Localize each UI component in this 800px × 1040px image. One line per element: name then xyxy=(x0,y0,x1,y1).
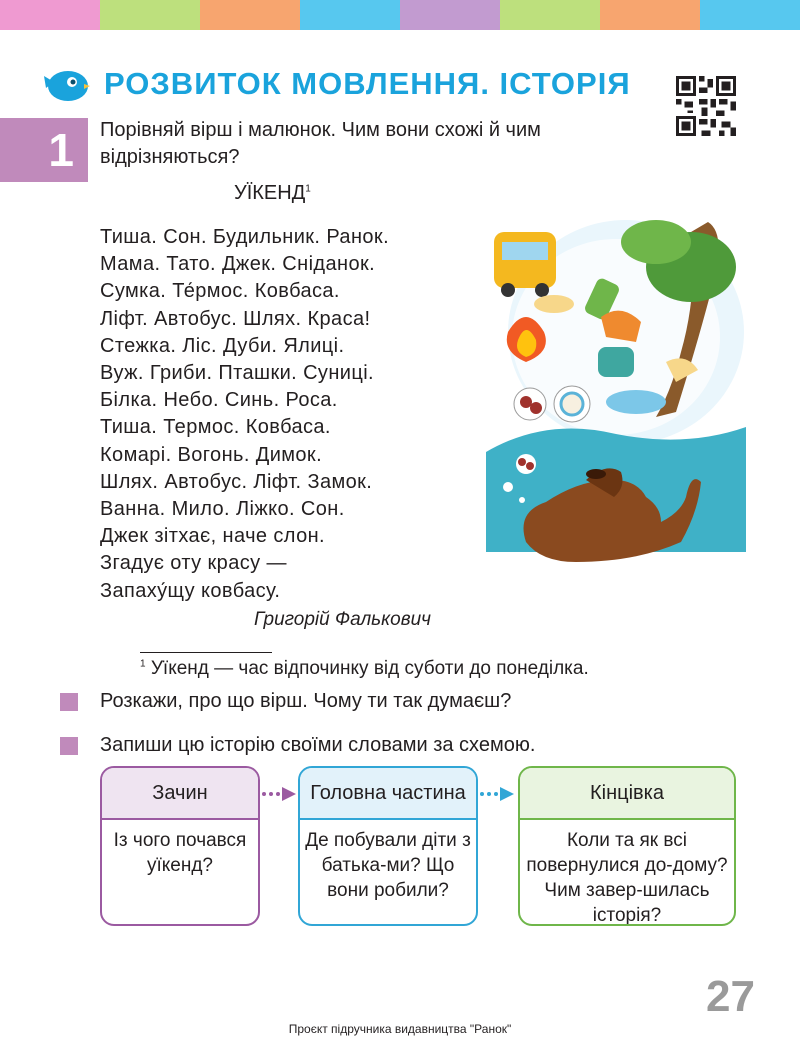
poem-line: Запаху́щу ковбасу. xyxy=(100,579,281,602)
scheme-box-text: Коли та як всі повернулися до-дому? Чим завер-шилась історія? xyxy=(526,830,728,926)
footnote xyxy=(140,658,589,680)
scheme-box-heading: Зачин xyxy=(102,768,258,820)
color-stripe-2 xyxy=(100,0,200,30)
color-stripe-3 xyxy=(200,0,300,30)
poem-line: Джек зітхає, наче слон. xyxy=(100,525,325,548)
poem-line: Мама. Тато. Джек. Сніданок. xyxy=(100,253,376,276)
scheme-box-text: Де побували діти з батька-ми? Що вони робили? xyxy=(305,830,471,901)
task-number-badge: 1 xyxy=(0,118,88,182)
scheme-box-main-part xyxy=(298,766,478,926)
dotted-arrow-icon xyxy=(260,786,300,802)
footer-note: Проєкт підручника видавництва "Ранок" xyxy=(288,1022,512,1036)
page-title: РОЗВИТОК МОВЛЕННЯ. ІСТОРІЯ xyxy=(104,66,631,101)
poem-body xyxy=(100,224,389,605)
bullet-square-icon xyxy=(60,737,78,755)
footnote-text: Уїкенд — час відпочинку від суботи до понеділка. xyxy=(145,658,589,679)
question-text: Розкажи, про що вірш. Чому ти так думаєш? xyxy=(100,690,512,712)
color-stripe-8 xyxy=(700,0,800,30)
task-instruction: Порівняй вірш і малюнок. Чим вони схожі й чим відрізняються? xyxy=(100,119,541,168)
question-2 xyxy=(60,734,535,757)
footnote-mark: 1 xyxy=(140,658,146,670)
page-number: 27 xyxy=(706,972,755,1021)
section-header xyxy=(40,64,631,104)
color-stripe-1 xyxy=(0,0,100,30)
footnote-ref: 1 xyxy=(305,183,311,195)
color-stripe-4 xyxy=(300,0,400,30)
poem-line: Стежка. Ліс. Дуби. Ялиці. xyxy=(100,334,345,357)
scheme-box-ending xyxy=(518,766,736,926)
poem-line: Тиша. Термос. Ковбаса. xyxy=(100,416,331,439)
top-color-bar xyxy=(0,0,800,30)
poem-line: Тиша. Сон. Будильник. Ранок. xyxy=(100,226,390,248)
poem-line: Комарі. Вогонь. Димок. xyxy=(100,443,323,466)
question-text: Запиши цю історію своїми словами за схемою. xyxy=(100,734,536,756)
poem-line: Згадує оту красу — xyxy=(100,552,287,575)
scheme-box-heading: Головна частина xyxy=(300,768,476,820)
poem-line: Сумка. Те́рмос. Ковбаса. xyxy=(100,280,340,303)
scheme-box-beginning xyxy=(100,766,260,926)
poem-line: Білка. Небо. Синь. Роса. xyxy=(100,389,338,412)
poem-line: Ванна. Мило. Ліжко. Сон. xyxy=(100,498,345,521)
color-stripe-5 xyxy=(400,0,500,30)
poem-line: Шлях. Автобус. Ліфт. Замок. xyxy=(100,470,373,493)
poem-author: Григорій Фалькович xyxy=(254,609,432,630)
qr-code-icon[interactable] xyxy=(676,76,736,136)
footnote-divider xyxy=(140,652,272,653)
poem-line: Ліфт. Автобус. Шлях. Краса! xyxy=(100,307,371,330)
question-1 xyxy=(60,690,511,713)
scheme-box-text: Із чого почався уїкенд? xyxy=(113,830,247,876)
bullet-square-icon xyxy=(60,693,78,711)
illustration-dog-dream xyxy=(486,212,746,592)
poem-title-text: УЇКЕНД xyxy=(234,182,306,204)
poem-line: Вуж. Гриби. Пташки. Суниці. xyxy=(100,362,375,385)
color-stripe-7 xyxy=(600,0,700,30)
color-stripe-6 xyxy=(500,0,600,30)
scheme-box-heading: Кінцівка xyxy=(520,768,734,820)
bird-icon xyxy=(40,64,90,104)
dotted-arrow-icon xyxy=(478,786,518,802)
poem-title xyxy=(234,182,311,205)
